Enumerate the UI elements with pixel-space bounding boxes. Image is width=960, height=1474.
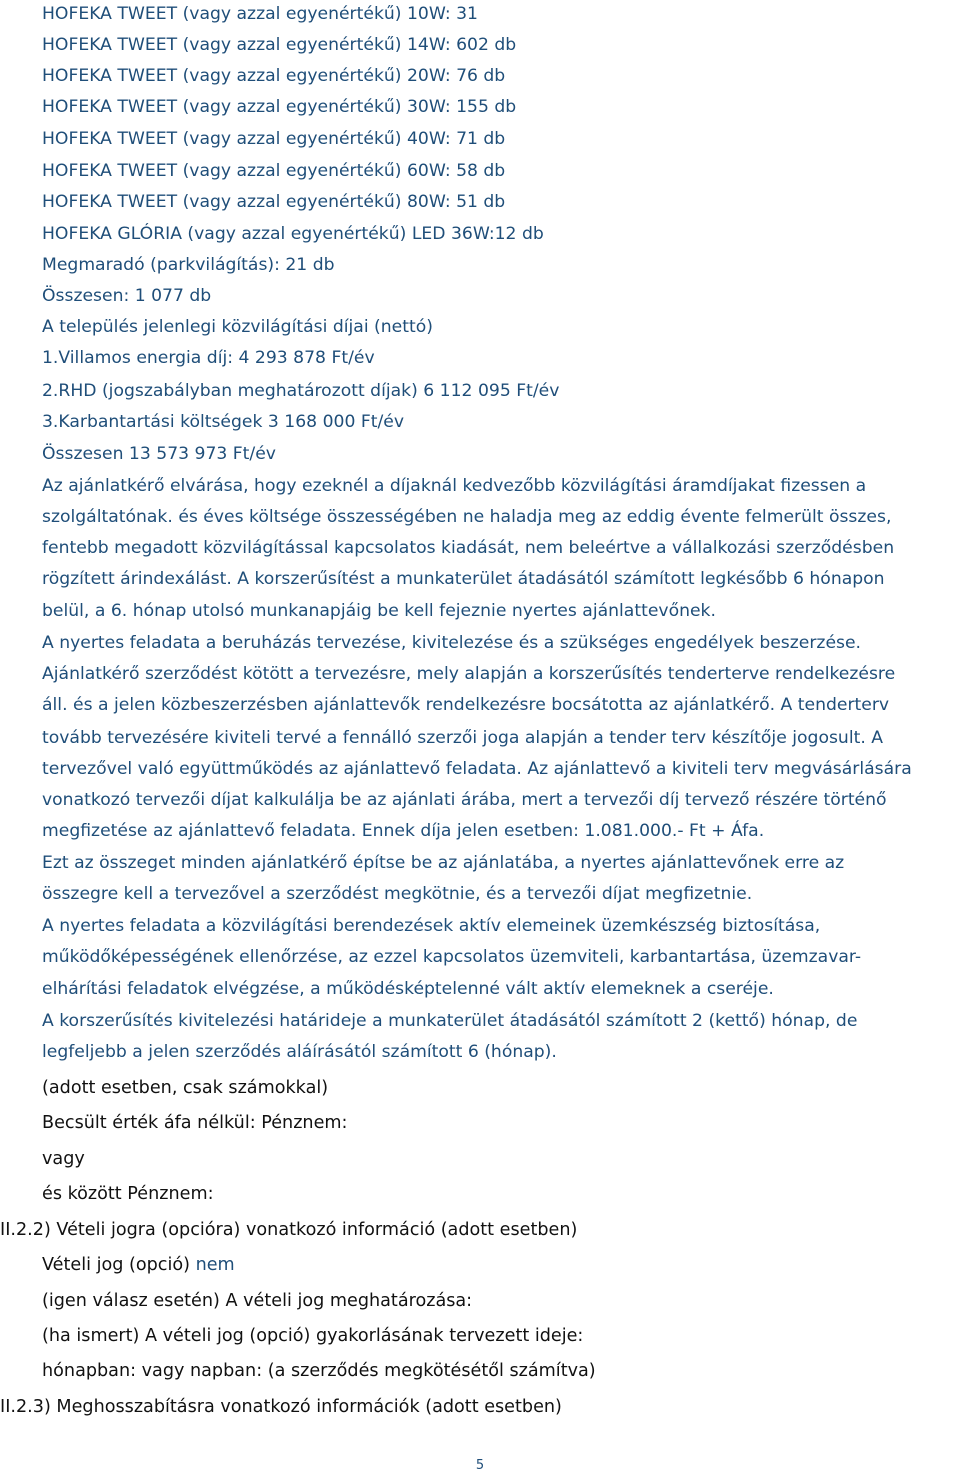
text-line: A nyertes feladata a beruházás tervezése, kivitelezése és a szükséges engedélyek beszerzése. <box>42 633 862 653</box>
text-line: áll. és a jelen közbeszerzésben ajánlattevők rendelkezésre bocsátotta az ajánlatkérő. A tenderterv <box>42 695 890 715</box>
text-line: 3.Karbantartási költségek 3 168 000 Ft/év <box>42 412 405 432</box>
text-line: HOFEKA TWEET (vagy azzal egyenértékű) 30W: 155 db <box>42 97 517 117</box>
text-line: A nyertes feladata a közvilágítási berendezések aktív elemeinek üzemkészség biztosítása, <box>42 916 821 936</box>
text-line: HOFEKA TWEET (vagy azzal egyenértékű) 60W: 58 db <box>42 161 506 181</box>
text-line: Megmaradó (parkvilágítás): 21 db <box>42 255 335 275</box>
section-heading: II.2.3) Meghosszabításra vonatkozó információk (adott esetben) <box>0 1397 562 1417</box>
text-line: HOFEKA TWEET (vagy azzal egyenértékű) 14W: 602 db <box>42 35 517 55</box>
text-line: Ajánlatkérő szerződést kötött a tervezésre, mely alapján a korszerűsítés tenderterve rendelkezésre <box>42 664 896 684</box>
form-note: (adott esetben, csak számokkal) <box>42 1078 329 1098</box>
text-line: működőképességének ellenőrzése, az ezzel kapcsolatos üzemviteli, karbantartása, üzemzavar- <box>42 947 862 967</box>
text-line: elhárítási feladatok elvégzése, a működésképtelenné vált aktív elemeknek a cseréje. <box>42 979 774 999</box>
text-line: szolgáltatónak. és éves költsége összességében ne haladja meg az eddig évente felmerült összes, <box>42 507 892 527</box>
option-definition-label: (igen válasz esetén) A vételi jog meghatározása: <box>42 1291 473 1311</box>
text-line: Összesen: 1 077 db <box>42 286 212 306</box>
section-heading: II.2.2) Vételi jogra (opcióra) vonatkozó információ (adott esetben) <box>0 1220 578 1240</box>
text-line: fentebb megadott közvilágítással kapcsolatos kiadását, nem beleértve a vállalkozási szerződésben <box>42 538 895 558</box>
option-value: nem <box>195 1255 235 1275</box>
text-line: HOFEKA TWEET (vagy azzal egyenértékű) 10W: 31 <box>42 4 478 24</box>
text-line: megfizetése az ajánlattevő feladata. Ennek díja jelen esetben: 1.081.000.- Ft + Áfa. <box>42 821 765 841</box>
text-line: A korszerűsítés kivitelezési határideje a munkaterület átadásától számított 2 (kettő) hónap, de <box>42 1011 858 1031</box>
text-line: tervezővel való együttműködés az ajánlattevő feladata. Az ajánlattevő a kiviteli terv megvásárlására <box>42 759 912 779</box>
text-line: legfeljebb a jelen szerződés aláírásától számított 6 (hónap). <box>42 1042 557 1062</box>
text-line: HOFEKA TWEET (vagy azzal egyenértékű) 40W: 71 db <box>42 129 506 149</box>
duration-label: hónapban: vagy napban: (a szerződés megkötésétől számítva) <box>42 1361 596 1381</box>
text-line: Összesen 13 573 973 Ft/év <box>42 444 276 464</box>
text-line: rögzített árindexálást. A korszerűsítést a munkaterület átadásától számított legkésőbb 6 hónapon <box>42 569 885 589</box>
text-line: összegre kell a tervezővel a szerződést megkötnie, és a tervezői díjat megfizetnie. <box>42 884 753 904</box>
between-label: és között Pénznem: <box>42 1184 214 1204</box>
estimated-value-label: Becsült érték áfa nélkül: Pénznem: <box>42 1113 348 1133</box>
option-label: Vételi jog (opció) <box>42 1255 190 1275</box>
text-line: Az ajánlatkérő elvárása, hogy ezeknél a díjaknál kedvezőbb közvilágítási áramdíjakat fizessen a <box>42 476 867 496</box>
text-line: 2.RHD (jogszabályban meghatározott díjak) 6 112 095 Ft/év <box>42 381 560 401</box>
or-label: vagy <box>42 1149 85 1169</box>
text-line: vonatkozó tervezői díjat kalkulálja be az ajánlati árába, mert a tervezői díj tervező részére történő <box>42 790 887 810</box>
option-schedule-label: (ha ismert) A vételi jog (opció) gyakorlásának tervezett ideje: <box>42 1326 584 1346</box>
text-line: Ezt az összeget minden ajánlatkérő építse be az ajánlatába, a nyertes ajánlattevőnek erre az <box>42 853 845 873</box>
text-line: HOFEKA TWEET (vagy azzal egyenértékű) 20W: 76 db <box>42 66 506 86</box>
text-line: belül, a 6. hónap utolsó munkanapjáig be kell fejeznie nyertes ajánlattevőnek. <box>42 601 716 621</box>
text-line: A település jelenlegi közvilágítási díjai (nettó) <box>42 317 433 337</box>
text-line: HOFEKA GLÓRIA (vagy azzal egyenértékű) LED 36W:12 db <box>42 224 544 244</box>
page-number: 5 <box>475 1458 485 1473</box>
text-line: HOFEKA TWEET (vagy azzal egyenértékű) 80W: 51 db <box>42 192 506 212</box>
option-row <box>42 1254 235 1276</box>
text-line: 1.Villamos energia díj: 4 293 878 Ft/év <box>42 348 375 368</box>
text-line: tovább tervezésére kiviteli tervé a fennálló szerzői joga alapján a tender terv készítője jogosult. A <box>42 728 884 748</box>
